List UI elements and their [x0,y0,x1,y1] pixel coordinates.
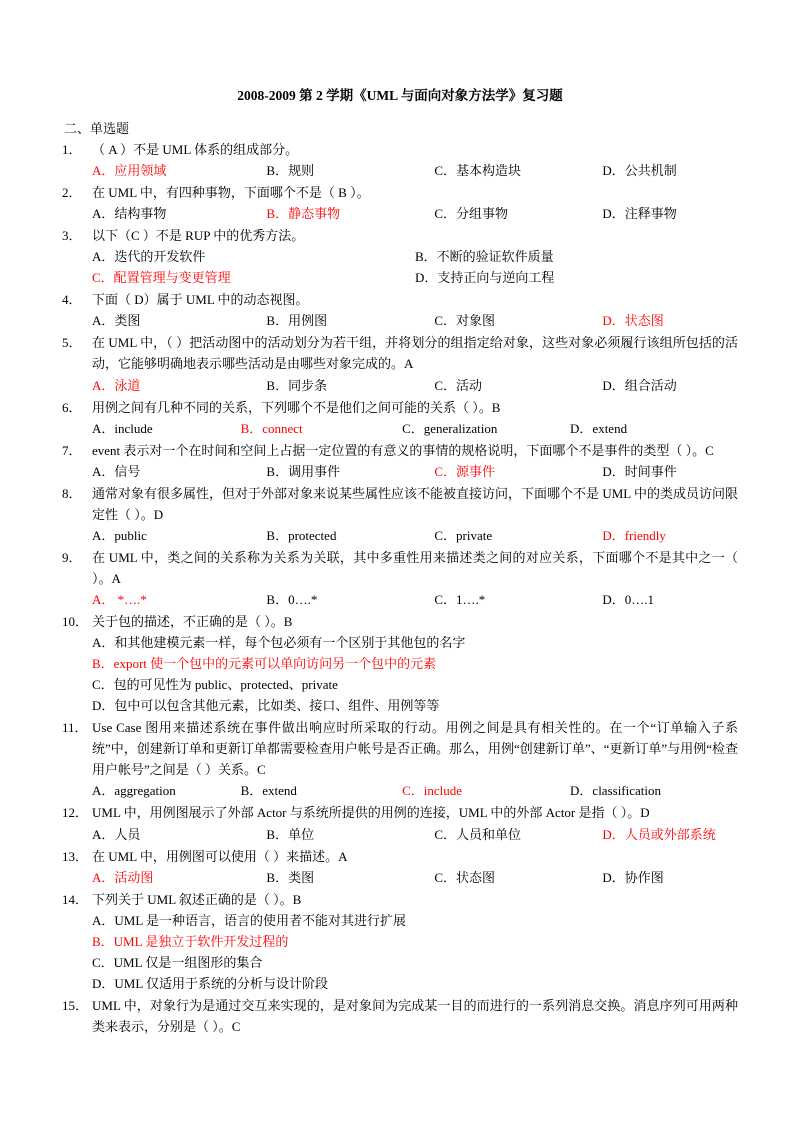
question-number: 12． [62,805,89,821]
question-item [62,717,738,801]
option[interactable]: D．extend [570,420,628,436]
option[interactable]: C．private [434,527,493,543]
option[interactable]: A．include [92,420,153,436]
page-title: 2008-2009 第 2 学期《UML 与面向对象方法学》复习题 [237,88,563,103]
option[interactable]: A．UML 是一种语言，语言的使用者不能对其进行扩展 [92,912,407,928]
question-item [62,995,738,1037]
option[interactable]: C．包的可见性为 public、protected、private [92,677,338,693]
option[interactable]: C．活动 [434,377,483,393]
question-item [62,846,738,888]
section-label: 二、单选题 [64,121,130,136]
option[interactable]: D．0….1 [602,591,654,607]
option[interactable]: A．信号 [92,463,141,479]
question-stem: UML 中，用例图展示了外部 Actor 与系统所提供的用例的连接，UML 中的外部 Actor 是指（ ）。D [92,805,650,821]
question-list [62,139,738,1037]
question-stem: event 表示对一个在时间和空间上占据一定位置的有意义的事情的规格说明，下面哪个不是事件的类型（ ）。C [92,442,714,458]
question-stem: 在 UML 中，（ ）把活动图中的活动划分为若干组，并将划分的组指定给对象，这些对象必须履行该组所包括的活动，它能够明确地表示哪些活动是由哪些对象完成的。A [92,335,738,372]
option[interactable]: C．对象图 [434,313,496,329]
option[interactable]: C．1….* [434,591,486,607]
question-body [92,995,738,1037]
question-body [92,846,738,888]
question-item [62,397,738,439]
question-number: 4． [62,292,82,308]
question-item [62,440,738,482]
question-stem: 下列关于 UML 叙述正确的是（ ）。B [92,891,302,907]
option[interactable]: D．classification [570,783,662,799]
question-body [92,182,738,224]
option-row [92,867,738,888]
option[interactable]: C．状态图 [434,869,496,885]
question-item [62,802,738,844]
option[interactable]: A．人员 [92,826,141,842]
question-item [62,889,738,994]
question-number: 5． [62,335,82,351]
question-stem: 关于包的描述，不正确的是（ ）。B [92,614,293,630]
option[interactable]: C．UML 仅是一组图形的集合 [92,954,263,970]
question-number: 10． [62,614,89,630]
option[interactable]: D．公共机制 [602,163,677,179]
question-body [92,397,738,439]
option[interactable]: C．基本构造块 [434,163,522,179]
option[interactable]: B．单位 [266,826,315,842]
question-body [92,440,738,482]
option[interactable]: D．时间事件 [602,463,677,479]
question-body [92,717,738,801]
option[interactable]: A．应用领域 [92,163,167,179]
option[interactable]: B．extend [240,783,297,799]
question-item [62,139,738,181]
option[interactable]: B．UML 是独立于软件开发过程的 [92,933,289,949]
option[interactable]: B．export 使一个包中的元素可以单向访问另一个包中的元素 [92,656,437,672]
option[interactable]: D．friendly [602,527,666,543]
question-stem: 以下（C ）不是 RUP 中的优秀方法。 [92,228,305,244]
question-body [92,802,738,844]
question-body [92,889,738,994]
option[interactable]: D．组合活动 [602,377,677,393]
option[interactable]: B．connect [240,420,303,436]
option-row [92,589,738,610]
option[interactable]: C．配置管理与变更管理 [92,270,231,286]
option[interactable]: A．public [92,527,147,543]
option-row [92,160,738,181]
question-stem: 在 UML 中，有四种事物，下面哪个不是（ B ）。 [92,185,370,201]
option-row [92,203,738,224]
option[interactable]: A．类图 [92,313,141,329]
question-number: 15． [62,997,89,1013]
option[interactable]: B．protected [266,527,337,543]
question-body [92,289,738,331]
option[interactable]: B．静态事物 [266,206,341,222]
question-body [92,332,738,395]
option-row [92,525,738,546]
option[interactable]: A．迭代的开发软件 [92,249,206,265]
option-row [92,780,738,801]
question-number: 6． [62,399,82,415]
option-row [92,824,738,845]
option[interactable]: D．注释事物 [602,206,677,222]
question-stem: 下面（ D）属于 UML 中的动态视图。 [92,292,309,308]
question-stem: （ A ）不是 UML 体系的组成部分。 [92,142,299,157]
option-row [92,375,738,396]
option-row [92,246,738,267]
question-item [62,483,738,546]
question-stem: UML 中，对象行为是通过交互来实现的，是对象间为完成某一目的而进行的一系列消息交换。消息序列可用两种类来表示，分别是（ ）。C [92,997,738,1034]
option[interactable]: B．规则 [266,163,315,179]
option[interactable]: C．源事件 [434,463,496,479]
question-stem: 在 UML 中，用例图可以使用（ ）来描述。A [92,848,348,864]
option[interactable]: D．协作图 [602,869,664,885]
option[interactable]: A．结构事物 [92,206,167,222]
question-stem: 在 UML 中，类之间的关系称为关系为关联，其中多重性用来描述类之间的对应关系，下面哪个不是其中之一（ ）。A [92,549,738,586]
option[interactable]: A．aggregation [92,783,176,799]
option[interactable]: D．人员或外部系统 [602,826,716,842]
question-number: 8． [62,485,82,501]
question-stem: 用例之间有几种不同的关系，下列哪个不是他们之间可能的关系（ ）。B [92,399,501,415]
question-item [62,289,738,331]
question-number: 11． [62,720,88,736]
question-number: 1． [62,142,82,157]
question-body [92,611,738,716]
question-number: 2． [62,185,82,201]
option[interactable]: B．不断的验证软件质量 [415,249,554,265]
question-item [62,225,738,288]
question-item [62,611,738,716]
question-item [62,332,738,395]
question-number: 13． [62,848,89,864]
option-row [92,267,738,288]
option[interactable]: B．同步条 [266,377,328,393]
option[interactable]: C．人员和单位 [434,826,522,842]
option[interactable]: C．include [402,783,463,799]
option[interactable]: B．调用事件 [266,463,341,479]
question-item [62,547,738,610]
question-body [92,225,738,288]
option[interactable]: B．类图 [266,869,315,885]
option[interactable]: D．包中可以包含其他元素，比如类、接口、组件、用例等等 [92,698,440,714]
option-row [92,461,738,482]
question-number: 3． [62,228,82,244]
option[interactable]: C．分组事物 [434,206,509,222]
question-stem: Use Case 图用来描述系统在事件做出响应时所采取的行动。用例之间是具有相关性的。在一个“订单输入子系统”中，创建新订单和更新订单都需要检查用户帐号是否正确。那么，用例“创建新订单”、“更新订单”与用例“检查用户帐号”之间是（ ）关系。C [92,720,738,778]
option-row [92,418,738,439]
question-body [92,483,738,546]
question-item [62,182,738,224]
question-number: 14． [62,891,89,907]
option[interactable]: D．状态图 [602,313,664,329]
question-number: 9． [62,549,82,565]
option[interactable]: B．0….* [266,591,318,607]
option[interactable]: D．UML 仅适用于系统的分析与设计阶段 [92,975,329,991]
option[interactable]: C．generalization [402,420,498,436]
option[interactable]: A． *….* [92,591,147,607]
option[interactable]: D．支持正向与逆向工程 [415,270,555,286]
question-number: 7． [62,442,82,458]
option-row [92,310,738,331]
question-stem: 通常对象有很多属性，但对于外部对象来说某些属性应该不能被直接访问，下面哪个不是 UML 中的类成员访问限定性（ ）。D [92,485,738,522]
option[interactable]: B．用例图 [266,313,328,329]
option[interactable]: A．活动图 [92,869,154,885]
option[interactable]: A．泳道 [92,377,141,393]
question-body [92,139,738,181]
option[interactable]: A．和其他建模元素一样，每个包必须有一个区别于其他包的名字 [92,635,466,651]
question-body [92,547,738,610]
